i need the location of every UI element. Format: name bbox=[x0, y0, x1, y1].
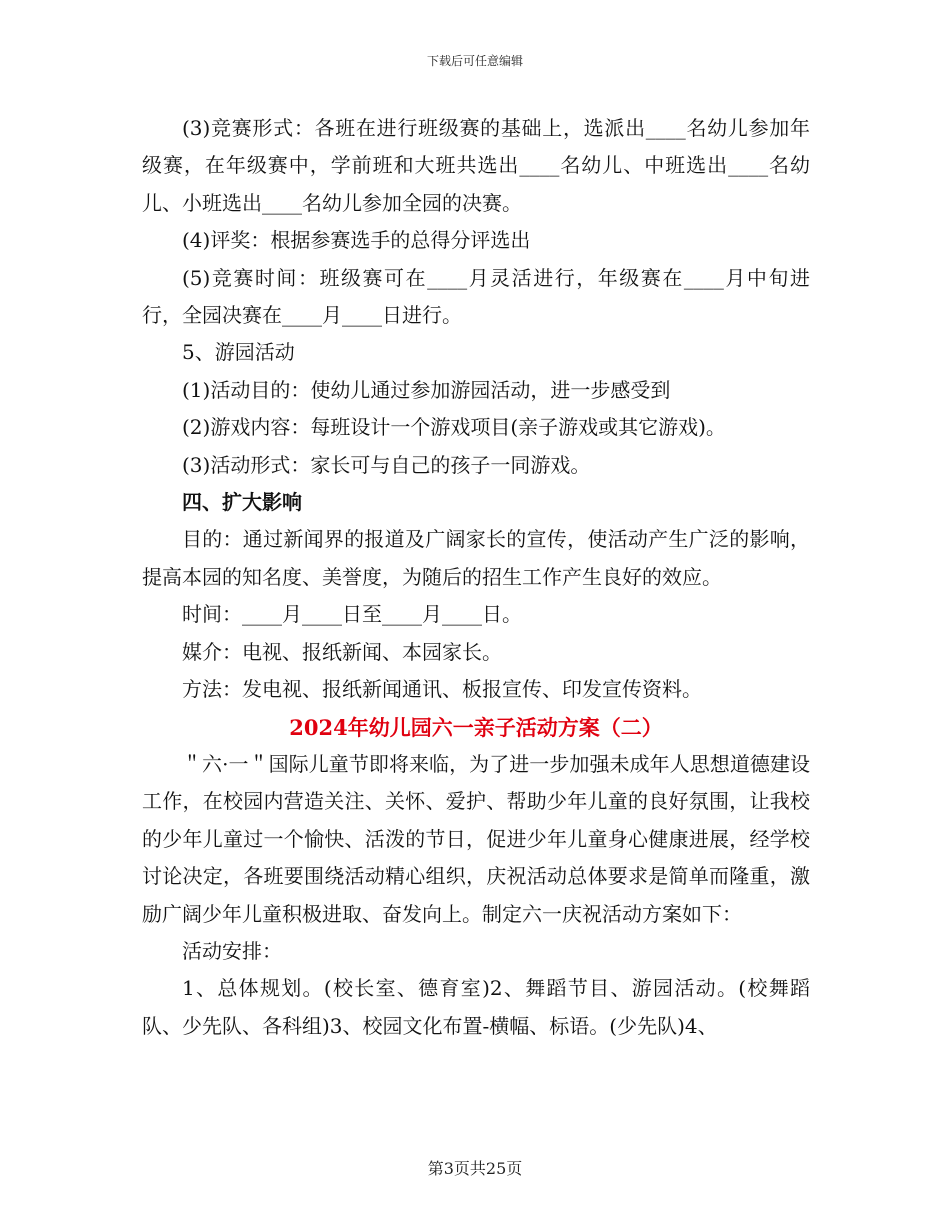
paragraph-game-content: (2)游戏内容：每班设计一个游戏项目(亲子游戏或其它游戏)。 bbox=[182, 415, 726, 440]
paragraph-purpose: 目的：通过新闻界的报道及广阔家长的宣传，使活动产生广泛的影响，提高本园的知名度、美誉度，为随后的招生工作产生良好的效应。 bbox=[142, 527, 810, 589]
paragraph-overall-plan: 1、总体规划。(校长室、德育室)2、舞蹈节目、游园活动。(校舞蹈队、少先队、各科组)3、校园文化布置-横幅、标语。(少先队)4、 bbox=[142, 976, 810, 1038]
paragraph-media: 媒介：电视、报纸新闻、本园家长。 bbox=[182, 639, 502, 664]
paragraph-intro: ＂六·一＂国际儿童节即将来临，为了进一步加强未成年人思想道德建设工作，在校园内营造关注、关怀、爱护、帮助少年儿童的良好氛围，让我校的少年儿童过一个愉快、活泼的节日，促进少年儿童身心健康进展，经学校讨论决定，各班要围绕活动精心组织，庆祝活动总体要求是简单而隆重，激励广阔少年儿童积极进取、奋发向上。制定六一庆祝活动方案如下： bbox=[142, 751, 810, 926]
heading-garden-activity: 5、游园活动 bbox=[182, 340, 295, 365]
document-body bbox=[142, 110, 810, 1045]
section-title: 2024年幼儿园六一亲子活动方案（二） bbox=[289, 714, 663, 740]
paragraph-method: 方法：发电视、报纸新闻通讯、板报宣传、印发宣传资料。 bbox=[182, 677, 702, 702]
paragraph-time: 时间：____月____日至____月____日。 bbox=[182, 602, 522, 627]
paragraph-competition-time: (5)竞赛时间：班级赛可在____月灵活进行，年级赛在____月中旬进行，全园决赛在____月____日进行。 bbox=[142, 265, 810, 328]
paragraph-activity-goal: (1)活动目的：使幼儿通过参加游园活动，进一步感受到 bbox=[182, 377, 671, 402]
paragraph-competition-format: (3)竞赛形式：各班在进行班级赛的基础上，选派出____名幼儿参加年级赛，在年级赛中，学前班和大班共选出____名幼儿、中班选出____名幼儿、小班选出____名幼儿参加全园的决赛。 bbox=[142, 116, 810, 215]
paragraph-awards: (4)评奖：根据参赛选手的总得分评选出 bbox=[182, 228, 531, 253]
paragraph-activity-form: (3)活动形式：家长可与自己的孩子一同游戏。 bbox=[182, 452, 591, 477]
heading-expand-influence: 四、扩大影响 bbox=[182, 490, 302, 515]
paragraph-activity-arrangement: 活动安排： bbox=[182, 938, 282, 963]
page-header: 下载后可任意编辑 bbox=[426, 54, 523, 68]
page-footer: 第3页共25页 bbox=[427, 1159, 523, 1178]
